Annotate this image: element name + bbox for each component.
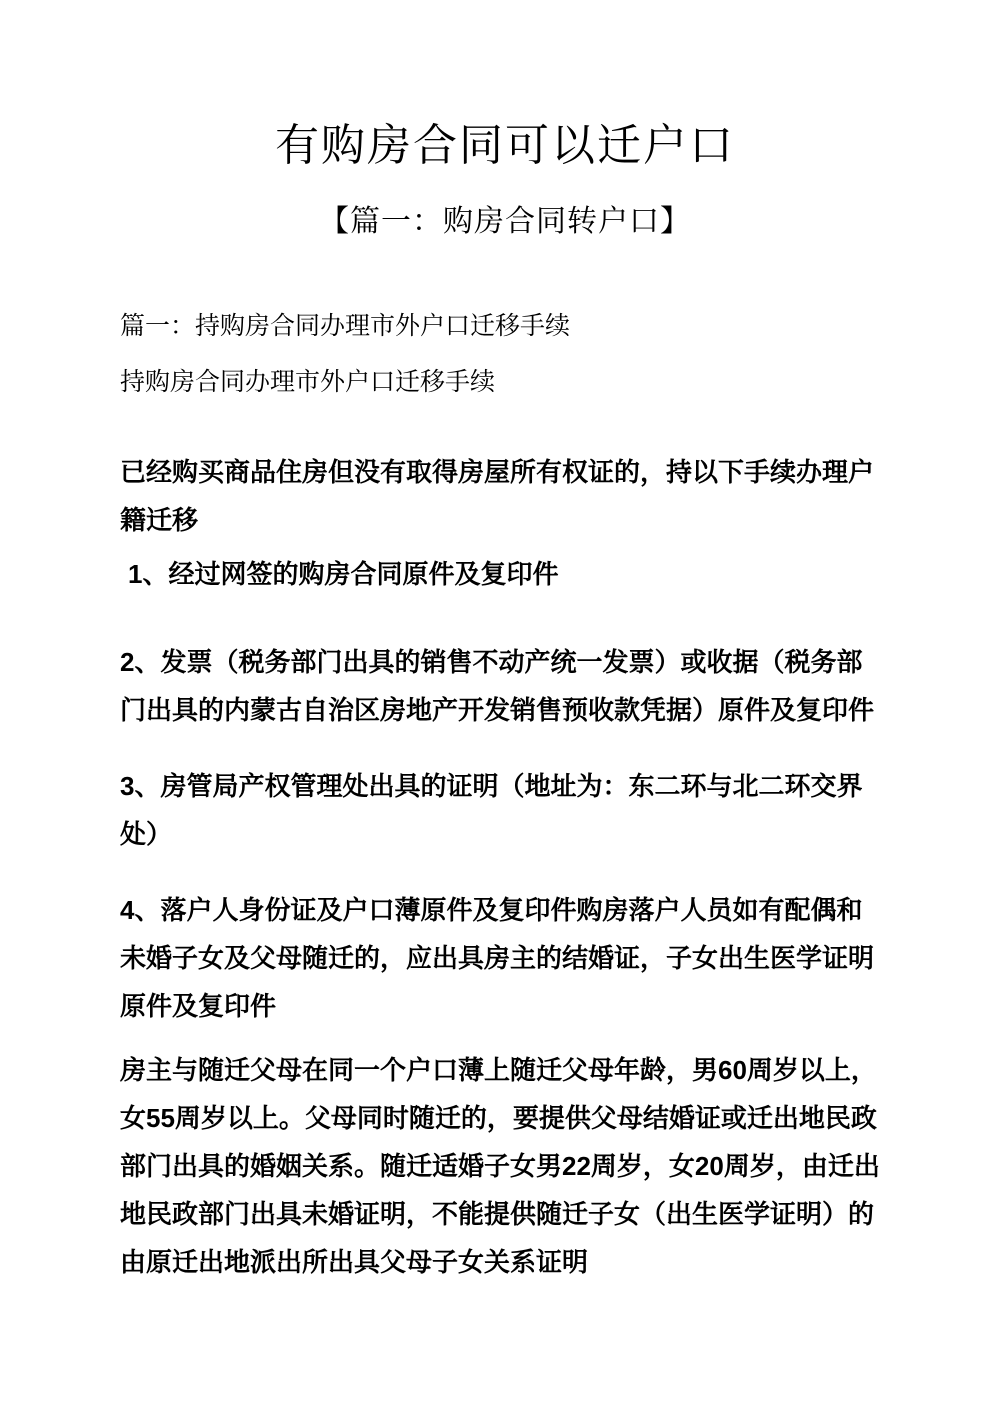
document-subtitle: 【篇一：购房合同转户口】 <box>319 205 691 238</box>
paragraph-item-2: 2、发票（税务部门出具的销售不动产统一发票）或收据（税务部门出具的内蒙古自治区房地产开发销售预收款凭据）原件及复印件 <box>120 647 875 725</box>
paragraph-item-3: 3、房管局产权管理处出具的证明（地址为：东二环与北二环交界处） <box>120 771 863 849</box>
paragraph-section-heading: 篇一：持购房合同办理市外户口迁移手续 <box>120 313 571 340</box>
paragraph-intro: 已经购买商品住房但没有取得房屋所有权证的，持以下手续办理户籍迁移 <box>120 457 875 535</box>
document-title: 有购房合同可以迁户口 <box>275 121 735 170</box>
paragraph-section-subheading: 持购房合同办理市外户口迁移手续 <box>120 369 496 396</box>
paragraph-item-4: 4、落户人身份证及户口薄原件及复印件购房落户人员如有配偶和未婚子女及父母随迁的，应出具房主的结婚证，子女出生医学证明原件及复印件 <box>120 895 875 1021</box>
paragraph-item-1: 1、经过网签的购房合同原件及复印件 <box>128 559 559 589</box>
paragraph-closing: 房主与随迁父母在同一个户口薄上随迁父母年龄，男60周岁以上，女55周岁以上。父母同时随迁的，要提供父母结婚证或迁出地民政部门出具的婚姻关系。随迁适婚子女男22周岁，女20周岁，由迁出地民政部门出具未婚证明，不能提供随迁子女（出生医学证明）的由原迁出地派出所出具父母子女关系证明 <box>120 1055 880 1277</box>
